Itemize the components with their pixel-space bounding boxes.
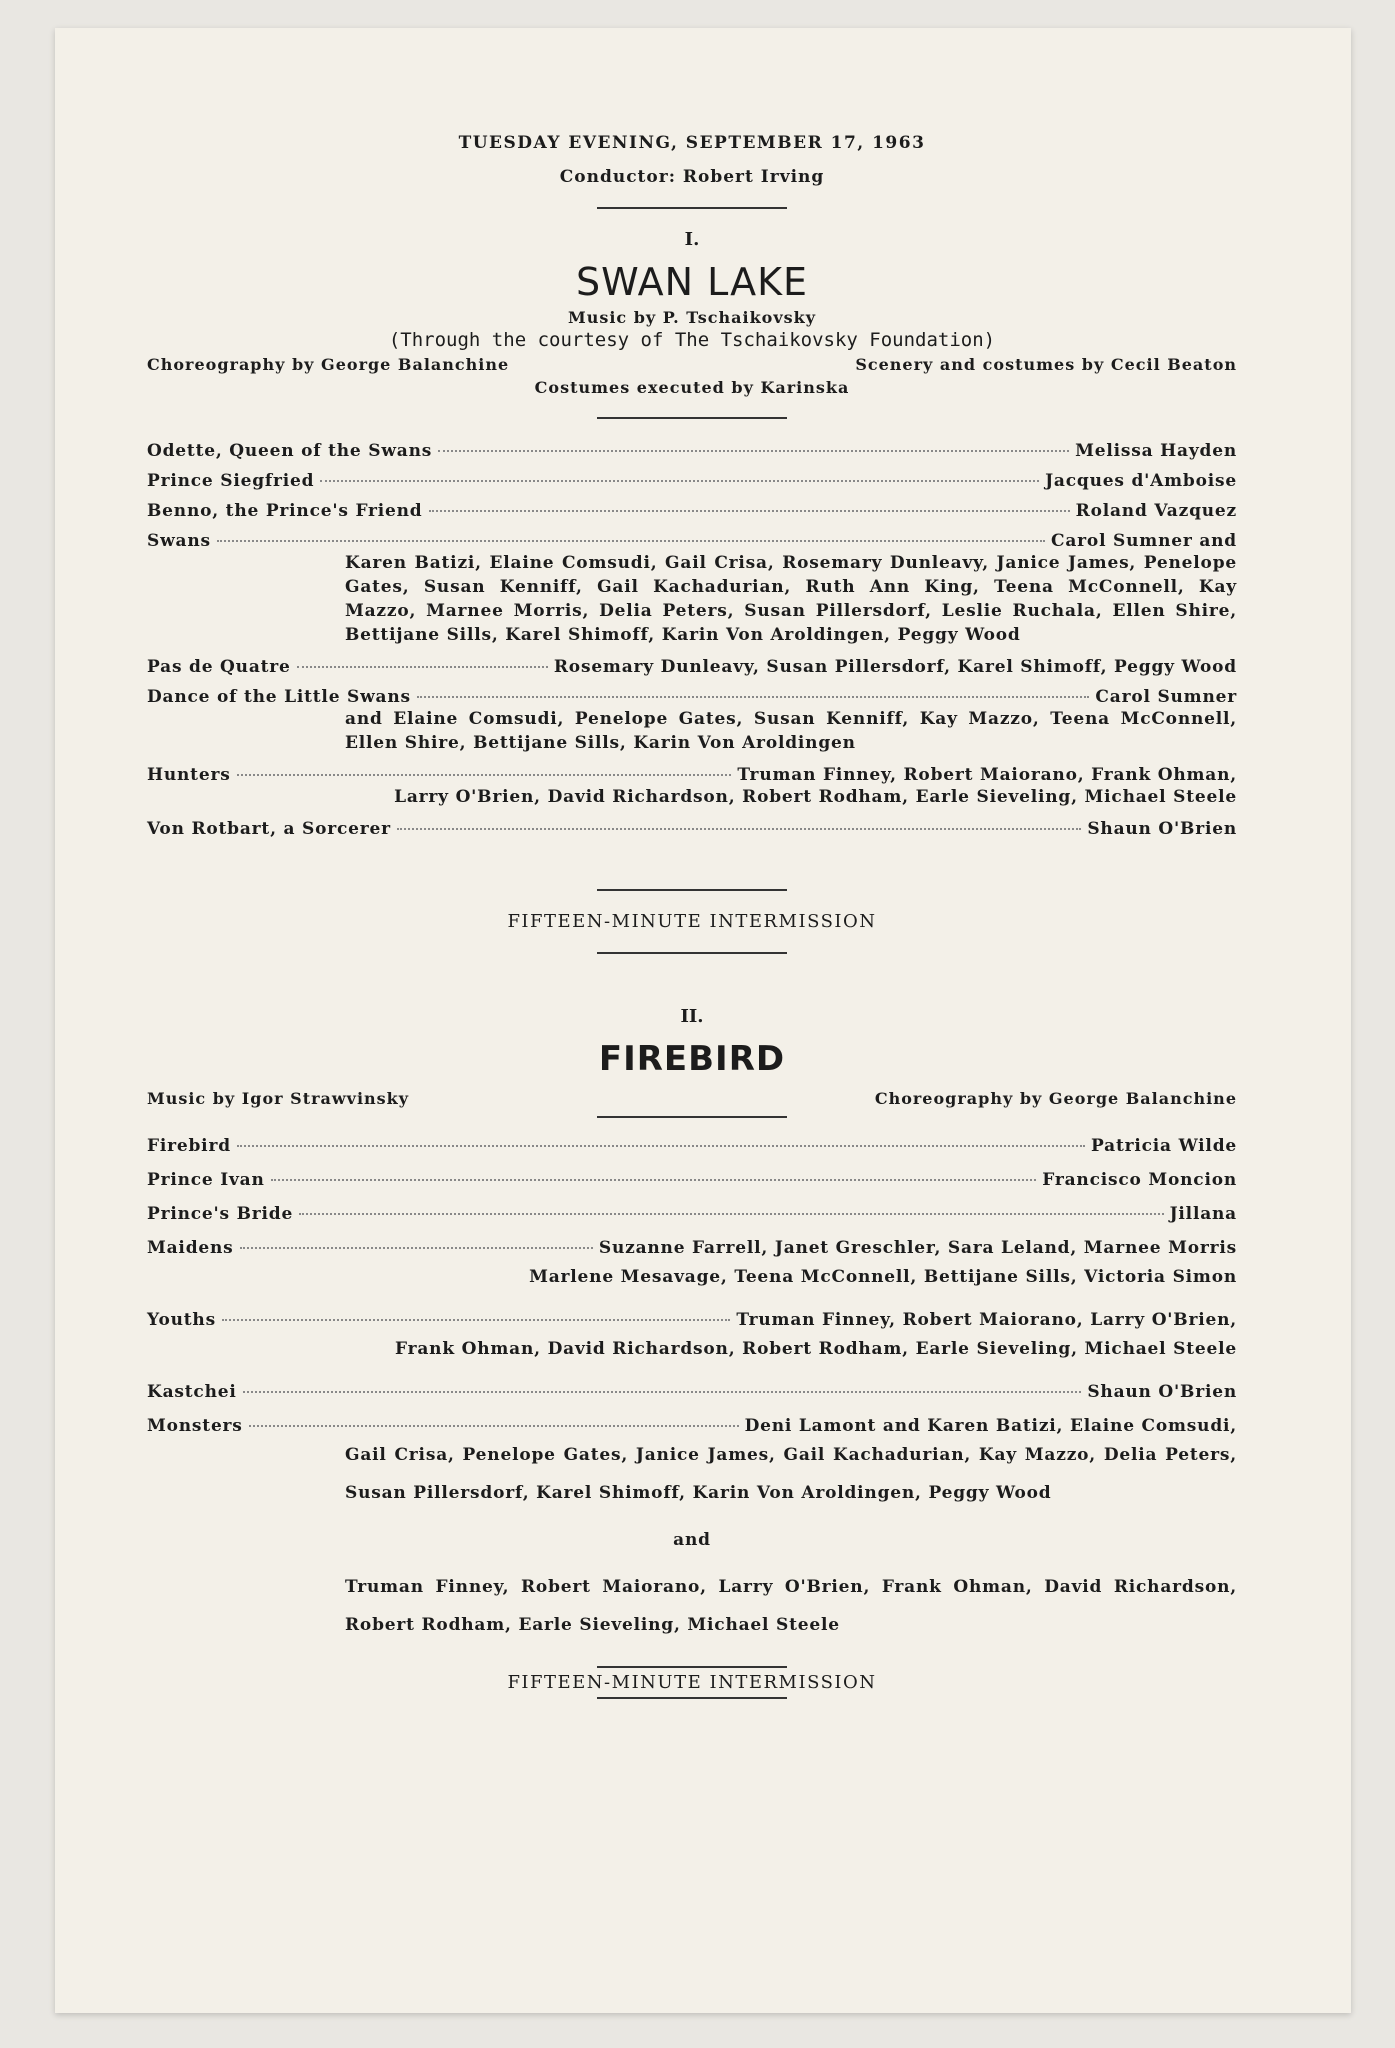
section-numeral: II. [680,1006,704,1027]
dancer-names-continued: Frank Ohman, David Richardson, Robert Rodham, Earle Sieveling, Michael Steele [395,1339,1237,1359]
scenery-credit: Scenery and costumes by Cecil Beaton [855,355,1237,374]
role-name: Dance of the Little Swans [147,687,411,707]
intermission-notice: FIFTEEN-MINUTE INTERMISSION [507,911,877,932]
dancer-names: Truman Finney, Robert Maiorano, Larry O'Brien, [736,1310,1237,1330]
role-name: Pas de Quatre [147,657,291,677]
cast-entry [147,1136,1237,1156]
divider [597,889,787,891]
cast-entry [147,1310,1237,1368]
conductor-line: Conductor: Robert Irving [559,167,825,187]
divider [597,1666,787,1668]
leader-dots [320,480,1039,482]
leader-dots [217,540,1045,542]
music-credit: Music by P. Tschaikovsky [567,308,817,327]
cast-entry [147,657,1237,677]
leader-dots [249,1425,739,1427]
role-name: Kastchei [147,1382,237,1402]
section-numeral: I. [684,229,700,250]
cast-entry [147,1170,1237,1190]
choreography-credit: Choreography by George Balanchine [147,355,510,374]
dancer-names: Francisco Moncion [1042,1170,1237,1190]
cast-entry [147,1382,1237,1402]
cast-entry [147,765,1237,809]
dancer-names-continued: Karen Batizi, Elaine Comsudi, Gail Crisa, Rosemary Dunleavy, Janice James, Penelope Gates, Susan Kenniff, Gail Kachadurian, Ruth Ann King, Teena McConnell, Kay Mazzo, Marnee Morris, Delia Peters, Susan Pillersdorf, Leslie Ruchala, Ellen Shire, Bettijane Sills, Karel Shimoff, Karin Von Aroldingen, Peggy Wood [345,553,1237,645]
intermission-notice: FIFTEEN-MINUTE INTERMISSION [507,1672,877,1693]
role-name: Odette, Queen of the Swans [147,441,433,461]
music-credit: Music by Igor Strawvinsky [147,1089,410,1108]
dancer-names: Shaun O'Brien [1087,819,1237,839]
dancer-names-continued: Marlene Mesavage, Teena McConnell, Bettijane Sills, Victoria Simon [529,1267,1237,1287]
dancer-names-continued: and Elaine Comsudi, Penelope Gates, Susan Kenniff, Kay Mazzo, Teena McConnell, Ellen Shire, Bettijane Sills, Karin Von Aroldingen [345,709,1237,753]
leader-dots [271,1179,1037,1181]
cast-entry [147,441,1237,461]
ballet-title: FIREBIRD [598,1039,786,1079]
cast-entry [147,1416,1237,1644]
divider [597,952,787,954]
dancer-names: Jacques d'Amboise [1045,471,1237,491]
role-name: Prince Siegfried [147,471,315,491]
dancer-names: Truman Finney, Robert Maiorano, Frank Ohman, [737,765,1237,785]
role-name: Youths [147,1310,216,1330]
courtesy-note: (Through the courtesy of The Tschaikovsky Foundation) [388,329,996,351]
leader-dots [417,696,1090,698]
role-name: Benno, the Prince's Friend [147,501,423,521]
leader-dots [438,450,1069,452]
credits-row [147,355,1237,374]
leader-dots [297,666,548,668]
role-name: Prince Ivan [147,1170,265,1190]
ballet-title: SWAN LAKE [575,260,809,304]
dancer-names-continued: Gail Crisa, Penelope Gates, Janice James, Gail Kachadurian, Kay Mazzo, Delia Peters, Susan Pillersdorf, Karel Shimoff, Karin Von Aroldingen, Peggy Wood [345,1445,1237,1503]
leader-dots [240,1247,593,1249]
dancer-names: Shaun O'Brien [1087,1382,1237,1402]
performance-date: TUESDAY EVENING, SEPTEMBER 17, 1963 [458,133,926,153]
choreography-credit: Choreography by George Balanchine [874,1089,1237,1108]
role-name: Maidens [147,1238,234,1258]
role-name: Firebird [147,1136,231,1156]
dancer-names-continued: Larry O'Brien, David Richardson, Robert Rodham, Earle Sieveling, Michael Steele [394,787,1237,807]
divider [597,1116,787,1118]
role-name: Swans [147,531,211,551]
cast-entry [147,1204,1237,1224]
cast-entry [147,501,1237,521]
and-separator: and [673,1530,711,1550]
role-name: Von Rotbart, a Sorcerer [147,819,391,839]
divider [597,1697,787,1699]
dancer-names: Rosemary Dunleavy, Susan Pillersdorf, Karel Shimoff, Peggy Wood [553,657,1237,677]
leader-dots [222,1319,730,1321]
dancer-names: Melissa Hayden [1075,441,1237,461]
cast-entry [147,819,1237,839]
cast-entry [147,531,1237,647]
cast-entry [147,471,1237,491]
leader-dots [397,828,1081,830]
leader-dots [299,1213,1163,1215]
dancer-names: Jillana [1169,1204,1237,1224]
dancer-names-continued: Truman Finney, Robert Maiorano, Larry O'Brien, Frank Ohman, David Richardson, Robert Rodham, Earle Sieveling, Michael Steele [345,1577,1237,1635]
dancer-names: Patricia Wilde [1091,1136,1237,1156]
dancer-names: Carol Sumner [1095,687,1237,707]
role-name: Hunters [147,765,231,785]
dancer-names: Suzanne Farrell, Janet Greschler, Sara Leland, Marnee Morris [598,1238,1237,1258]
cast-entry [147,1238,1237,1296]
divider [597,417,787,419]
role-name: Prince's Bride [147,1204,294,1224]
leader-dots [237,774,732,776]
cast-list [147,441,1237,839]
cast-entry [147,687,1237,755]
divider [597,207,787,209]
leader-dots [243,1391,1082,1393]
dancer-names: Roland Vazquez [1075,501,1237,521]
role-name: Monsters [147,1416,243,1436]
program-page [55,28,1351,2013]
leader-dots [429,510,1070,512]
program-content [147,133,1237,1703]
cast-list [147,1136,1237,1644]
leader-dots [237,1145,1085,1147]
dancer-names: Deni Lamont and Karen Batizi, Elaine Comsudi, [744,1416,1237,1436]
costumes-credit: Costumes executed by Karinska [534,378,850,397]
dancer-names: Carol Sumner and [1051,531,1237,551]
credits-row [147,1089,1237,1108]
